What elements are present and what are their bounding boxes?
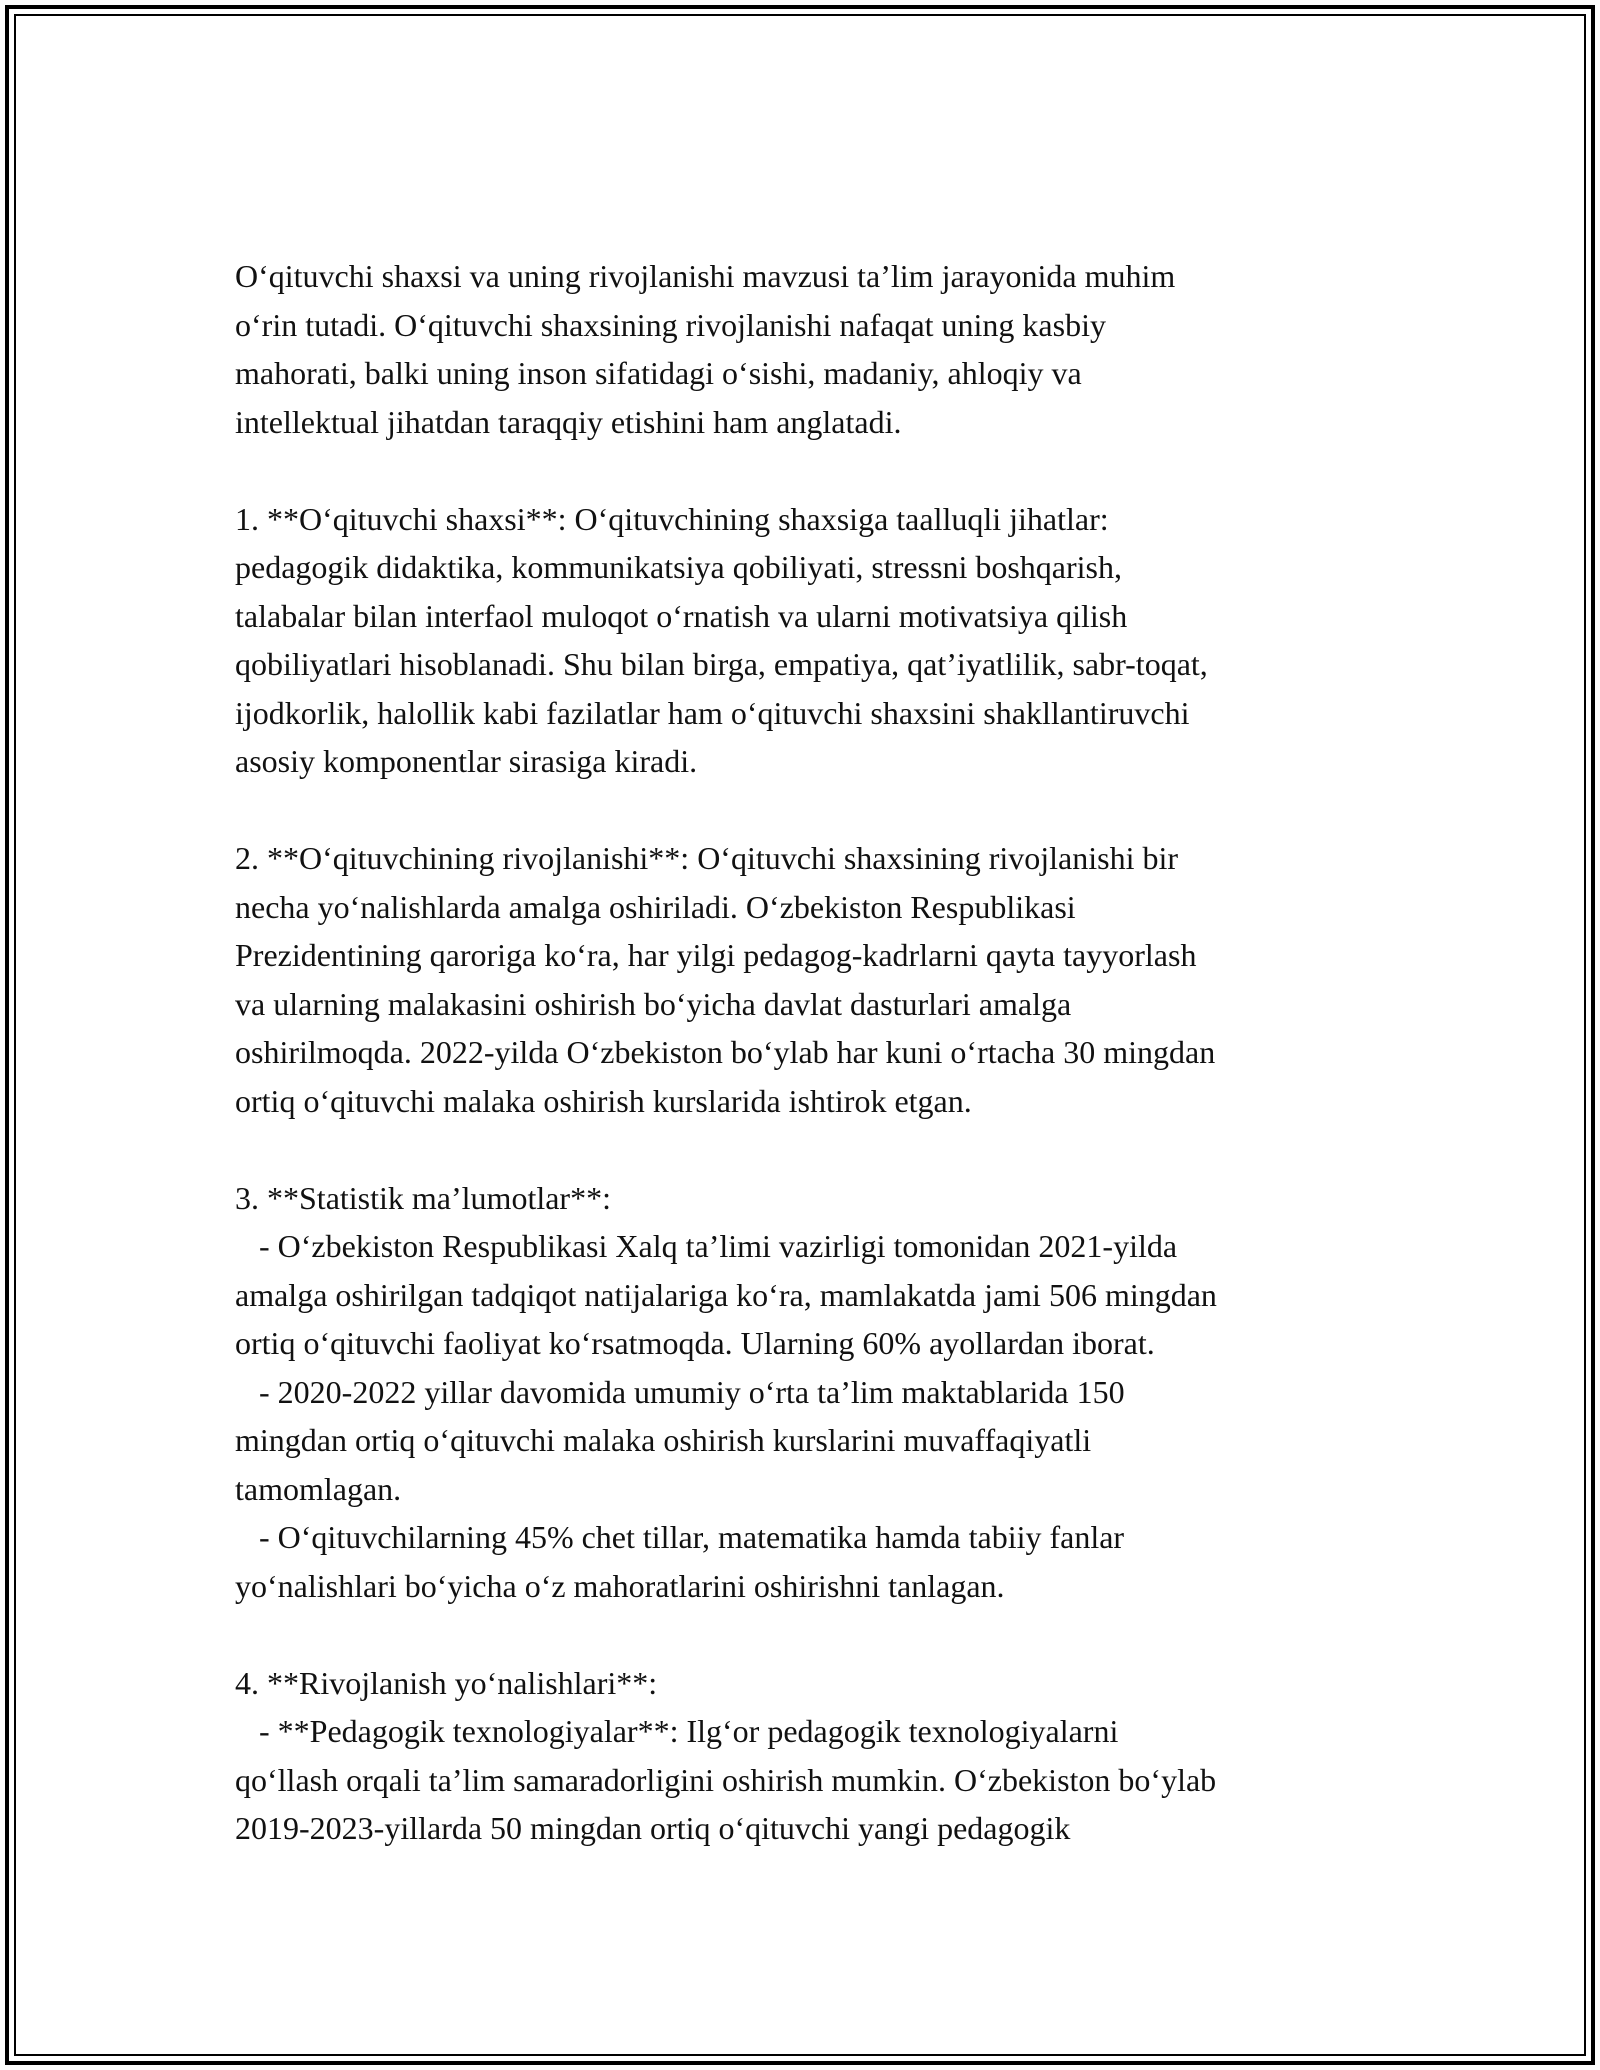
text-line: tamomlagan. [235,1470,402,1507]
text-line: - **Pedagogik texnologiyalar**: Ilg‘or pedagogik texnologiyalarni [235,1713,1119,1749]
text-line: asosiy komponentlar sirasiga kiradi. [235,743,698,779]
text-line: - O‘zbekiston Respublikasi Xalq ta’limi vazirligi tomonidan 2021-yilda [235,1228,1178,1264]
text-line: yo‘nalishlari bo‘yicha o‘z mahoratlarini oshirishni tanlagan. [235,1567,1005,1604]
text-line: ijodkorlik, halollik kabi fazilatlar ham o‘qituvchi shaxsini shakllantiruvchi [235,694,1190,731]
text-line: O‘qituvchi shaxsi va uning rivojlanishi mavzusi ta’lim jarayonida muhim [235,258,1176,294]
text-line: amalga oshirilgan tadqiqot natijalariga ko‘ra, mamlakatda jami 506 mingdan [235,1276,1217,1313]
text-line: 2019-2023-yillarda 50 mingdan ortiq o‘qituvchi yangi pedagogik [235,1810,1071,1846]
text-line: talabalar bilan interfaol muloqot o‘rnatish va ularni motivatsiya qilish [235,597,1128,634]
text-line: pedagogik didaktika, kommunikatsiya qobiliyati, stressni boshqarish, [235,549,1122,585]
paragraph-gap [235,1125,1405,1174]
text-line: 1. **O‘qituvchi shaxsi**: O‘qituvchining shaxsiga taalluqli jihatlar: [235,500,1109,537]
text-line: ortiq o‘qituvchi faoliyat ko‘rsatmoqda. Ularning 60% ayollardan iborat. [235,1325,1155,1361]
section-2-teacher-development [235,834,1405,1125]
text-line: mingdan ortiq o‘qituvchi malaka oshirish kurslarini muvaffaqiyatli [235,1422,1092,1458]
section-4-development-directions [235,1659,1405,1853]
text-line: 4. **Rivojlanish yo‘nalishlari**: [235,1664,658,1701]
text-line: o‘rin tutadi. O‘qituvchi shaxsining rivojlanishi nafaqat uning kasbiy [235,306,1106,343]
text-line: ortiq o‘qituvchi malaka oshirish kurslarida ishtirok etgan. [235,1082,972,1119]
text-line: - 2020-2022 yillar davomida umumiy o‘rta ta’lim maktablarida 150 [235,1373,1125,1410]
section-1-teacher-personality [235,495,1405,786]
section-3-statistics [235,1174,1405,1611]
text-line: 3. **Statistik ma’lumotlar**: [235,1179,611,1216]
text-line: 2. **O‘qituvchining rivojlanishi**: O‘qituvchi shaxsining rivojlanishi bir [235,840,1179,876]
intro-paragraph [235,252,1405,446]
paragraph-gap [235,446,1405,495]
text-line: oshirilmoqda. 2022-yilda O‘zbekiston bo‘ylab har kuni o‘rtacha 30 mingdan [235,1034,1216,1070]
text-line: qo‘llash orqali ta’lim samaradorligini oshirish mumkin. O‘zbekiston bo‘ylab [235,1761,1217,1798]
text-line: mahorati, balki uning inson sifatidagi o‘sishi, madaniy, ahloqiy va [235,355,1082,391]
text-line: necha yo‘nalishlarda amalga oshiriladi. O‘zbekiston Respublikasi [235,888,1076,925]
text-line: - O‘qituvchilarning 45% chet tillar, matematika hamda tabiiy fanlar [235,1519,1125,1555]
document-body [235,252,1405,1853]
text-line: qobiliyatlari hisoblanadi. Shu bilan birga, empatiya, qat’iyatlilik, sabr-toqat, [235,646,1208,682]
text-line: Prezidentining qaroriga ko‘ra, har yilgi pedagog-kadrlarni qayta tayyorlash [235,937,1197,973]
text-line: intellektual jihatdan taraqqiy etishini ham anglatadi. [235,403,902,440]
paragraph-gap [235,1610,1405,1659]
paragraph-gap [235,786,1405,835]
text-line: va ularning malakasini oshirish bo‘yicha davlat dasturlari amalga [235,985,1072,1022]
